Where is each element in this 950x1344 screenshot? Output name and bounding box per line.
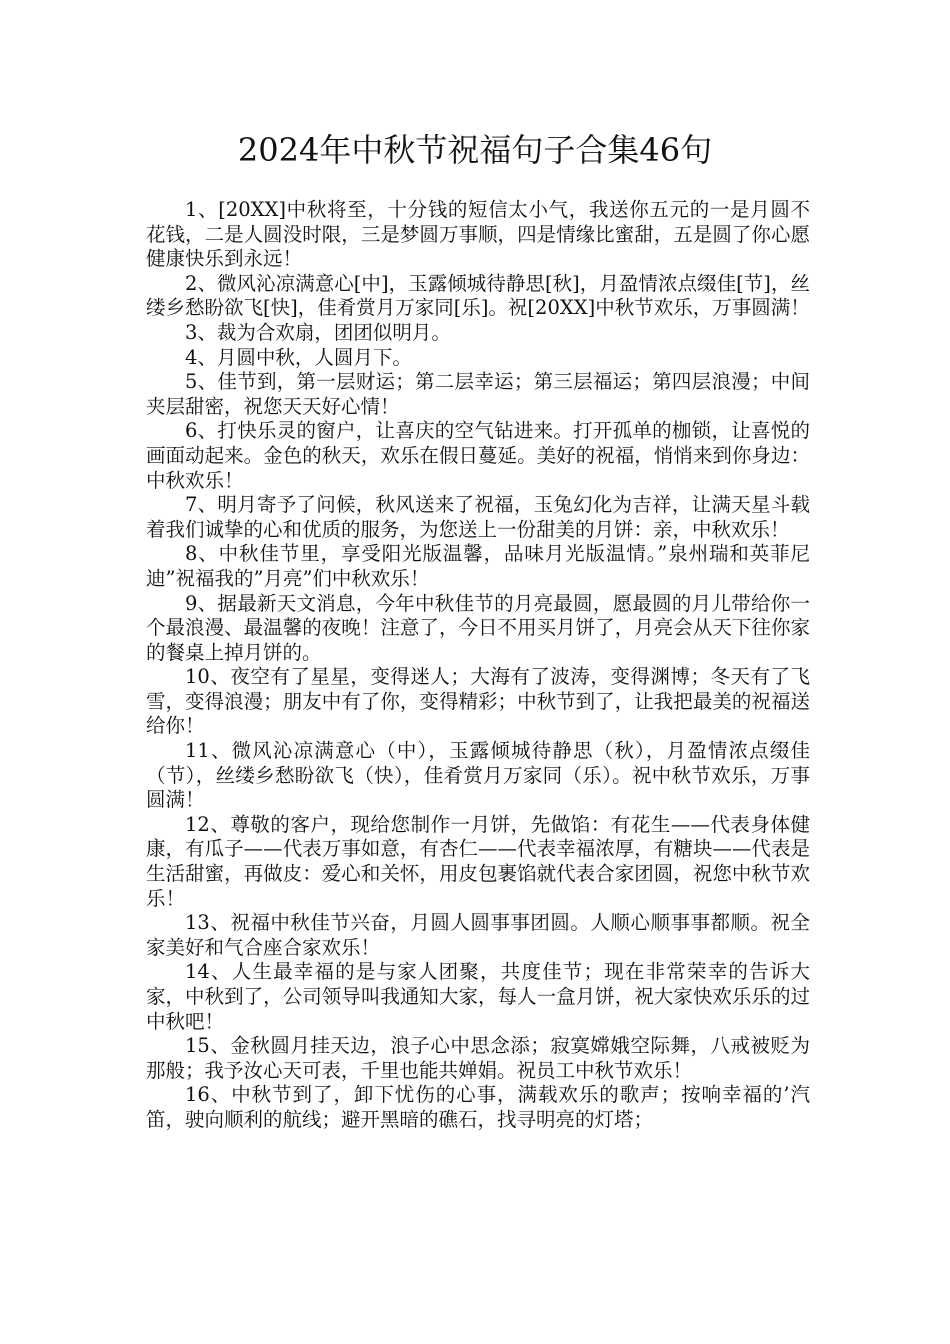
paragraph-13: 13、祝福中秋佳节兴奋，月圆人圆事事团圆。人顺心顺事事都顺。祝全家美好和气合座合家欢乐！ xyxy=(146,911,810,959)
paragraph-7: 7、明月寄予了问候，秋风送来了祝福，玉兔幻化为吉祥，让满天星斗载着我们诚挚的心和优质的服务，为您送上一份甜美的月饼：亲，中秋欢乐！ xyxy=(146,493,810,541)
document-body xyxy=(146,198,810,1133)
paragraph-3: 3、裁为合欢扇，团团似明月。 xyxy=(185,320,451,344)
paragraph-5: 5、佳节到，第一层财运；第二层幸运；第三层福运；第四层浪漫；中间夹层甜密，祝您天天好心情！ xyxy=(146,370,810,418)
document-title: 2024年中秋节祝福句子合集46句 xyxy=(237,131,713,169)
paragraph-12: 12、尊敬的客户，现给您制作一月饼，先做馅：有花生——代表身体健康，有瓜子——代表万事如意，有杏仁——代表幸福浓厚，有糖块——代表是生活甜蜜，再做皮：爱心和关怀，用皮包裹馅就代表合家团圆，祝您中秋节欢乐！ xyxy=(146,812,810,910)
paragraph-16: 16、中秋节到了，卸下忧伤的心事，满载欢乐的歌声；按响幸福的’汽笛，驶向顺利的航线；避开黑暗的礁石，找寻明亮的灯塔； xyxy=(146,1083,810,1131)
paragraph-14: 14、人生最幸福的是与家人团聚，共度佳节；现在非常荣幸的告诉大家，中秋到了，公司领导叫我通知大家，每人一盒月饼，祝大家快欢乐乐的过中秋吧！ xyxy=(146,960,810,1033)
paragraph-9: 9、据最新天文消息，今年中秋佳节的月亮最圆，愿最圆的月儿带给你一个最浪漫、最温馨的夜晚！注意了，今日不用买月饼了，月亮会从天下往你家的餐桌上掉月饼的。 xyxy=(146,591,810,664)
paragraph-10: 10、夜空有了星星，变得迷人；大海有了波涛，变得渊博；冬天有了飞雪，变得浪漫；朋友中有了你，变得精彩；中秋节到了，让我把最美的祝福送给你！ xyxy=(146,665,810,738)
paragraph-4: 4、月圆中秋，人圆月下。 xyxy=(185,345,412,369)
paragraph-15: 15、金秋圆月挂天边，浪子心中思念添；寂寞嫦娥空际舞，八戒被贬为那般；我予汝心天可表，千里也能共婵娟。祝员工中秋节欢乐！ xyxy=(146,1034,810,1082)
paragraph-11: 11、微风沁凉满意心（中），玉露倾城待静思（秋），月盈情浓点缀佳（节），丝缕乡愁盼欲飞（快），佳肴赏月万家同（乐）。祝中秋节欢乐，万事圆满！ xyxy=(146,739,810,812)
paragraph-1: 1、[20XX]中秋将至，十分钱的短信太小气，我送你五元的一是月圆不花钱，二是人圆没时限，三是梦圆万事顺，四是情缘比蜜甜，五是圆了你心愿健康快乐到永远！ xyxy=(146,198,810,271)
paragraph-2: 2、微风沁凉满意心[中]，玉露倾城待静思[秋]，月盈情浓点缀佳[节]，丝缕乡愁盼欲飞[快]，佳肴赏月万家同[乐]。祝[20XX]中秋节欢乐，万事圆满！ xyxy=(146,271,810,320)
paragraph-8: 8、中秋佳节里，享受阳光版温馨，品味月光版温情。”泉州瑞和英菲尼迪”祝福我的”月亮”们中秋欢乐！ xyxy=(146,542,810,590)
paragraph-6: 6、打快乐灵的窗户，让喜庆的空气钻进来。打开孤单的枷锁，让喜悦的画面动起来。金色的秋天，欢乐在假日蔓延。美好的祝福，悄悄来到你身边：中秋欢乐！ xyxy=(146,419,810,492)
